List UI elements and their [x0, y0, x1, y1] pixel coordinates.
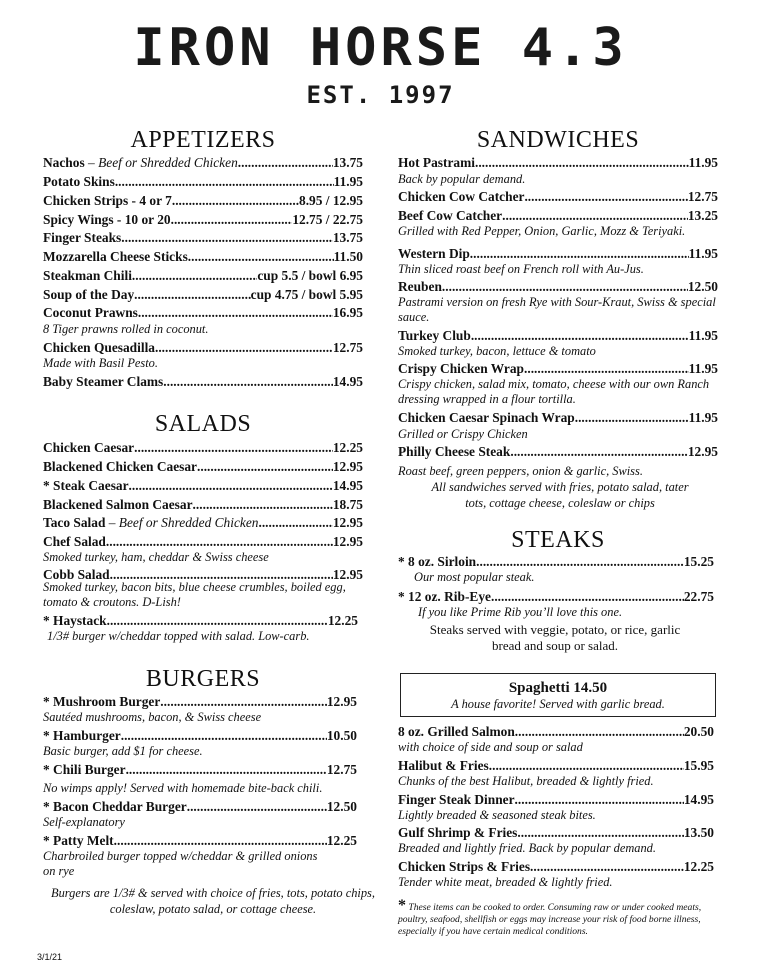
- menu-date: 3/1/21: [37, 952, 63, 962]
- menu-item: Halibut & Fries ..... 15.95: [398, 758, 714, 774]
- item-description: Pastrami version on fresh Rye with Sour-Kraut, Swiss & special sauce.: [398, 295, 716, 324]
- menu-item: Gulf Shrimp & Fries ..... 13.50: [398, 825, 714, 841]
- menu-item: * Patty Melt ..... 12.25: [43, 833, 357, 849]
- menu-item: Chicken Strips - 4 or 7 ..... 8.95 / 12.95: [43, 193, 363, 209]
- menu-item: Crispy Chicken Wrap ..... 11.95: [398, 361, 718, 377]
- steaks-heading: STEAKS: [511, 527, 605, 553]
- item-description: Self-explanatory: [43, 815, 125, 829]
- menu-item: Philly Cheese Steak ..... 12.95: [398, 444, 718, 460]
- menu-item: * Bacon Cheddar Burger ..... 12.50: [43, 799, 357, 815]
- menu-item: Chicken Caesar ..... 12.25: [43, 440, 363, 456]
- burgers-heading: BURGERS: [145, 666, 261, 692]
- sandwiches-footnote: All sandwiches served with fries, potato salad, tater tots, cottage cheese, coleslaw or chips: [431, 480, 689, 510]
- disclaimer-asterisk: *: [398, 897, 406, 914]
- menu-item: Chicken Strips & Fries ..... 12.25: [398, 859, 714, 875]
- menu-item: Blackened Salmon Caesar ..... 18.75: [43, 497, 363, 513]
- menu-item: Reuben ..... 12.50: [398, 279, 718, 295]
- spaghetti-special-box: [400, 673, 716, 717]
- established-year: EST. 1997: [306, 81, 455, 109]
- menu-item: Chicken Quesadilla ..... 12.75: [43, 340, 363, 356]
- item-description: Smoked turkey, bacon bits, blue cheese crumbles, boiled egg, tomato & croutons. D-Lish!: [43, 580, 346, 609]
- menu-item: Hot Pastrami ..... 11.95: [398, 155, 718, 171]
- menu-item: Finger Steak Dinner ..... 14.95: [398, 792, 714, 808]
- menu-item: * Chili Burger ..... 12.75: [43, 762, 357, 778]
- item-description: Chunks of the best Halibut, breaded & lightly fried.: [398, 774, 654, 788]
- menu-item: Potato Skins ..... 11.95: [43, 174, 363, 190]
- menu-item: Chicken Cow Catcher ..... 12.75: [398, 189, 718, 205]
- item-description: Smoked turkey, ham, cheddar & Swiss cheese: [43, 550, 269, 564]
- item-description: If you like Prime Rib you’ll love this one.: [418, 605, 623, 619]
- burgers-footnote: Burgers are 1/3# & served with choice of fries, tots, potato chips, coleslaw, potato salad, or cottage cheese.: [51, 886, 375, 916]
- steaks-footnote: Steaks served with veggie, potato, or rice, garlic bread and soup or salad.: [429, 622, 681, 653]
- item-description: Crispy chicken, salad mix, tomato, cheese with our own Ranch dressing wrapped in a flour tortilla.: [398, 377, 710, 406]
- special-description: A house favorite! Served with garlic bread.: [451, 697, 665, 711]
- menu-item: * 8 oz. Sirloin ..... 15.25: [398, 554, 714, 570]
- item-description: with choice of side and soup or salad: [398, 740, 583, 754]
- item-description: Breaded and lightly fried. Back by popular demand.: [398, 841, 656, 855]
- raw-food-disclaimer: [398, 897, 718, 938]
- menu-item: * Mushroom Burger ..... 12.95: [43, 694, 357, 710]
- menu-item: Nachos – Beef or Shredded Chicken ..... 13.75: [43, 155, 363, 171]
- item-description: 1/3# burger w/cheddar topped with salad. Low-carb.: [47, 629, 310, 643]
- item-description: Smoked turkey, bacon, lettuce & tomato: [398, 344, 596, 358]
- menu-item: Western Dip ..... 11.95: [398, 246, 718, 262]
- restaurant-title: IRON HORSE 4.3: [133, 18, 628, 78]
- menu-item: Taco Salad – Beef or Shredded Chicken ..... 12.95: [43, 515, 363, 531]
- item-description: Roast beef, green peppers, onion & garlic, Swiss.: [398, 464, 643, 478]
- item-description: Sautéed mushrooms, bacon, & Swiss cheese: [43, 710, 262, 724]
- item-description: Grilled with Red Pepper, Onion, Garlic, Mozz & Teriyaki.: [398, 224, 686, 238]
- item-description: Basic burger, add $1 for cheese.: [43, 744, 203, 758]
- item-description: Thin sliced roast beef on French roll with Au-Jus.: [398, 262, 644, 276]
- menu-item: Chef Salad ..... 12.95: [43, 534, 363, 550]
- menu-item: Turkey Club ..... 11.95: [398, 328, 718, 344]
- menu-item: Chicken Caesar Spinach Wrap ..... 11.95: [398, 410, 718, 426]
- item-description: 8 Tiger prawns rolled in coconut.: [43, 322, 209, 336]
- menu-item: * Steak Caesar ..... 14.95: [43, 478, 363, 494]
- menu-item: Spicy Wings - 10 or 20 ..... 12.75 / 22.75: [43, 212, 363, 228]
- special-title: Spaghetti 14.50: [508, 680, 608, 696]
- item-description: No wimps apply! Served with homemade bite-back chili.: [43, 781, 323, 795]
- menu-item: Finger Steaks ..... 13.75: [43, 230, 363, 246]
- item-description: Our most popular steak.: [414, 570, 535, 584]
- menu-item: 8 oz. Grilled Salmon ..... 20.50: [398, 724, 714, 740]
- menu-item: Cobb Salad ..... 12.95: [43, 567, 363, 583]
- item-description: Tender white meat, breaded & lightly fried.: [398, 875, 613, 889]
- item-description: Charbroiled burger topped w/cheddar & grilled onions on rye: [43, 849, 318, 878]
- disclaimer-text: These items can be cooked to order. Consuming raw or under cooked meats, poultry, seafood, shellfish or eggs may increase your risk of food borne illness, especially if you have certain medical conditions.: [398, 902, 702, 937]
- menu-item: Baby Steamer Clams ..... 14.95: [43, 374, 363, 390]
- menu-item: Coconut Prawns ..... 16.95: [43, 305, 363, 321]
- item-description: Lightly breaded & seasoned steak bites.: [398, 808, 596, 822]
- item-description: Made with Basil Pesto.: [43, 356, 158, 370]
- menu-item: * Haystack ..... 12.25: [43, 613, 358, 629]
- menu-item: Steakman Chili ..... cup 5.5 / bowl 6.95: [43, 268, 363, 284]
- sandwiches-heading: SANDWICHES: [476, 127, 640, 153]
- item-description: Grilled or Crispy Chicken: [398, 427, 528, 441]
- salads-heading: SALADS: [154, 411, 252, 437]
- appetizers-heading: APPETIZERS: [130, 127, 276, 153]
- menu-item: Beef Cow Catcher ..... 13.25: [398, 208, 718, 224]
- menu-item: Mozzarella Cheese Sticks ..... 11.50: [43, 249, 363, 265]
- menu-item: * Hamburger ..... 10.50: [43, 728, 357, 744]
- menu-item: Blackened Chicken Caesar ..... 12.95: [43, 459, 363, 475]
- menu-item: Soup of the Day ..... cup 4.75 / bowl 5.95: [43, 287, 363, 303]
- item-description: Back by popular demand.: [398, 172, 526, 186]
- menu-item: * 12 oz. Rib-Eye ..... 22.75: [398, 589, 714, 605]
